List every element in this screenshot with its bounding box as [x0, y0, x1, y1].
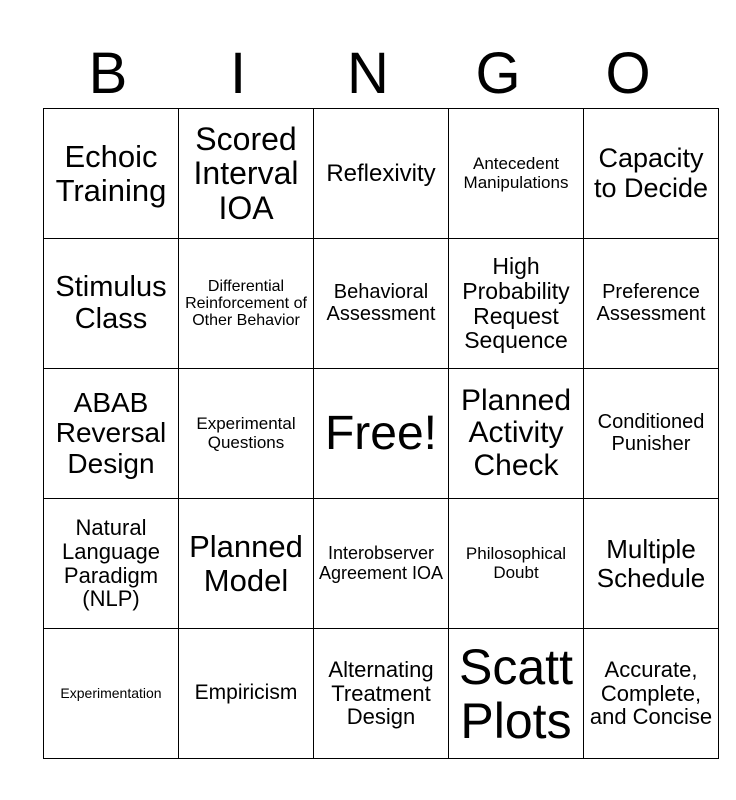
bingo-cell — [449, 369, 584, 499]
cell-label: Planned Model — [189, 529, 303, 598]
bingo-cell — [314, 239, 449, 369]
free-space-label: Free! — [324, 406, 438, 460]
cell-label: Scored Interval IOA — [193, 120, 299, 226]
header-letter-g: G — [475, 41, 521, 106]
cell-label: Accurate, Complete, and Concise — [589, 656, 713, 730]
bingo-cell — [584, 369, 719, 499]
cell-label: Stimulus Class — [55, 271, 167, 335]
cell-label: Capacity to Decide — [593, 143, 709, 203]
cell-label: Differential Reinforcement of Other Behavior — [185, 277, 307, 330]
header-letter-b: B — [88, 41, 128, 106]
bingo-cell — [179, 369, 314, 499]
bingo-cell — [179, 109, 314, 239]
board-row — [44, 369, 719, 499]
header-letter-n: N — [347, 41, 389, 106]
bingo-cell — [584, 499, 719, 629]
cell-label: Natural Language Paradigm (NLP) — [62, 515, 160, 612]
cell-label: Empiricism — [194, 681, 298, 705]
bingo-cell — [314, 109, 449, 239]
bingo-header — [43, 40, 693, 108]
cell-label: Preference Assessment — [596, 280, 706, 325]
cell-label: Multiple Schedule — [596, 534, 706, 593]
cell-label: Scatt Plots — [459, 638, 573, 749]
bingo-cell — [584, 109, 719, 239]
cell-label: Reflexivity — [326, 159, 436, 187]
bingo-board — [43, 108, 719, 759]
cell-label: Interobserver Agreement IOA — [318, 543, 444, 583]
cell-label: Planned Activity Check — [460, 383, 572, 482]
bingo-cell — [584, 629, 719, 759]
cell-label: Behavioral Assessment — [326, 280, 436, 325]
cell-label: Experimentation — [60, 684, 162, 701]
bingo-cell — [179, 239, 314, 369]
board-row — [44, 239, 719, 369]
bingo-cell — [449, 629, 584, 759]
cell-label: Echoic Training — [55, 139, 167, 208]
bingo-cell — [449, 499, 584, 629]
cell-label: ABAB Reversal Design — [55, 387, 167, 479]
cell-label: Experimental Questions — [196, 414, 296, 452]
cell-label: Alternating Treatment Design — [328, 656, 434, 730]
board-row — [44, 629, 719, 759]
bingo-cell — [584, 239, 719, 369]
bingo-cell — [44, 499, 179, 629]
bingo-cell — [44, 629, 179, 759]
cell-label: Antecedent Manipulations — [463, 154, 569, 192]
header-letter-i: I — [229, 41, 247, 106]
cell-label: Philosophical Doubt — [465, 544, 567, 582]
bingo-cell — [44, 369, 179, 499]
header-letter-o: O — [605, 41, 651, 106]
board-row — [44, 109, 719, 239]
bingo-cell — [179, 629, 314, 759]
cell-label: Conditioned Punisher — [597, 410, 705, 455]
bingo-cell — [179, 499, 314, 629]
bingo-cell — [314, 499, 449, 629]
bingo-cell — [44, 239, 179, 369]
bingo-cell — [449, 109, 584, 239]
bingo-cell — [314, 629, 449, 759]
free-space-cell — [314, 369, 449, 499]
bingo-cell — [44, 109, 179, 239]
board-row — [44, 499, 719, 629]
bingo-cell — [449, 239, 584, 369]
cell-label: High Probability Request Sequence — [462, 252, 570, 354]
